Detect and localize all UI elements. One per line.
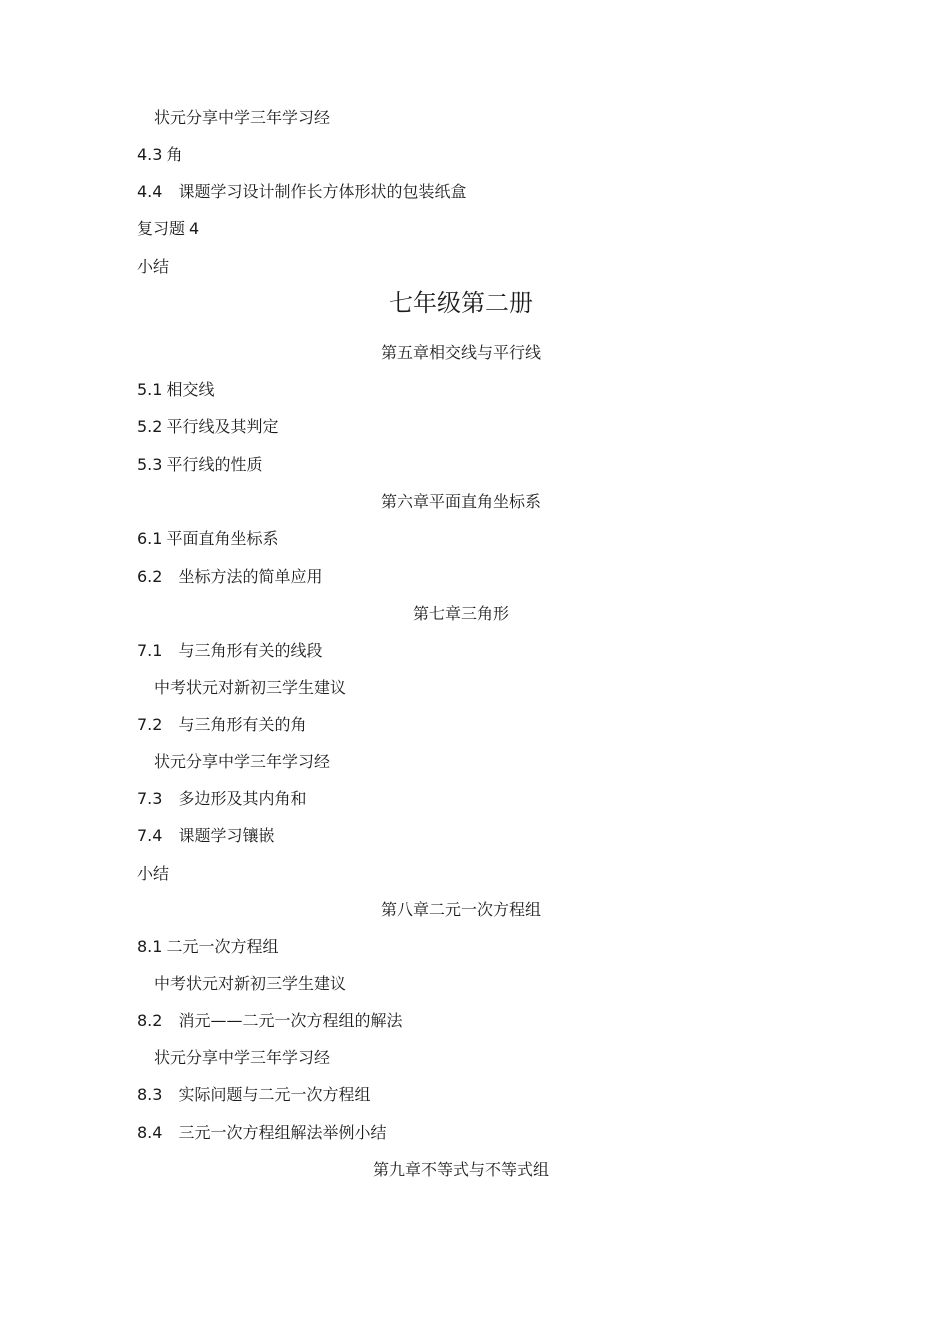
section-title: 课题学习设计制作长方体形状的包装纸盒 (178, 182, 467, 201)
toc-entry-4-3 (137, 145, 182, 165)
section-title: 小结 (137, 864, 170, 883)
chapter-heading-8: 第八章二元一次方程组 (380, 900, 541, 919)
toc-entry-8-1 (137, 937, 278, 957)
chapter-heading-5: 第五章相交线与平行线 (380, 343, 541, 362)
toc-entry-6-2 (137, 567, 322, 587)
toc-entry-6-1 (137, 529, 278, 549)
section-number: 7.1 (137, 641, 163, 660)
note-text: 状元分享中学三年学习经 (154, 108, 331, 127)
toc-entry-7-4 (137, 826, 274, 846)
toc-entry-5-1 (137, 380, 214, 400)
section-number: 4.4 (137, 182, 163, 201)
toc-entry-5-2 (137, 417, 278, 437)
note-text: 中考状元对新初三学生建议 (154, 678, 347, 697)
section-title: 课题学习镶嵌 (178, 826, 275, 845)
section-number: 5.2 (137, 417, 163, 436)
section-number: 5.3 (137, 455, 163, 474)
toc-entry-8-2 (137, 1011, 402, 1031)
book-title: 七年级第二册 (389, 289, 533, 317)
section-title: 与三角形有关的角 (178, 715, 307, 734)
section-number: 8.1 (137, 937, 163, 956)
chapter-heading-9: 第九章不等式与不等式组 (372, 1160, 549, 1179)
section-title: 平行线及其判定 (166, 417, 279, 436)
toc-entry-8-4 (137, 1123, 386, 1143)
note-line (154, 974, 346, 994)
section-title: 复习题 (137, 219, 186, 238)
note-text: 状元分享中学三年学习经 (154, 1048, 331, 1067)
section-number: 8.4 (137, 1123, 163, 1142)
toc-entry-5-3 (137, 455, 262, 475)
section-number: 8.3 (137, 1085, 163, 1104)
section-title: 二元一次方程组 (166, 937, 279, 956)
chapter-heading-7: 第七章三角形 (412, 604, 509, 623)
toc-entry-review-4 (137, 219, 199, 239)
note-line (154, 108, 330, 128)
section-title: 多边形及其内角和 (178, 789, 307, 808)
section-number: 5.1 (137, 380, 163, 399)
section-title: 平行线的性质 (166, 455, 263, 474)
section-number: 8.2 (137, 1011, 163, 1030)
note-line (154, 678, 346, 698)
toc-entry-7-2 (137, 715, 306, 735)
section-number: 4.3 (137, 145, 163, 164)
section-title: 平面直角坐标系 (166, 529, 279, 548)
toc-entry-8-3 (137, 1085, 370, 1105)
note-text: 中考状元对新初三学生建议 (154, 974, 347, 993)
toc-entry-4-4 (137, 182, 466, 202)
section-title: 三元一次方程组解法举例小结 (178, 1123, 387, 1142)
note-line (154, 1048, 330, 1068)
section-title: 与三角形有关的线段 (178, 641, 323, 660)
section-title: 角 (166, 145, 183, 164)
section-number: 7.4 (137, 826, 163, 845)
note-line (154, 752, 330, 772)
chapter-heading-6: 第六章平面直角坐标系 (380, 492, 541, 511)
section-title: 实际问题与二元一次方程组 (178, 1085, 371, 1104)
note-text: 状元分享中学三年学习经 (154, 752, 331, 771)
section-title: 消元——二元一次方程组的解法 (178, 1011, 403, 1030)
toc-entry-summary-7 (137, 864, 169, 884)
section-number: 7.3 (137, 789, 163, 808)
section-number: 4 (189, 219, 200, 238)
section-title: 坐标方法的简单应用 (178, 567, 323, 586)
section-number: 6.2 (137, 567, 163, 586)
section-number: 6.1 (137, 529, 163, 548)
section-number: 7.2 (137, 715, 163, 734)
section-title: 小结 (137, 257, 170, 276)
toc-entry-7-1 (137, 641, 322, 661)
toc-entry-7-3 (137, 789, 306, 809)
section-title: 相交线 (166, 380, 215, 399)
toc-entry-summary (137, 257, 169, 277)
